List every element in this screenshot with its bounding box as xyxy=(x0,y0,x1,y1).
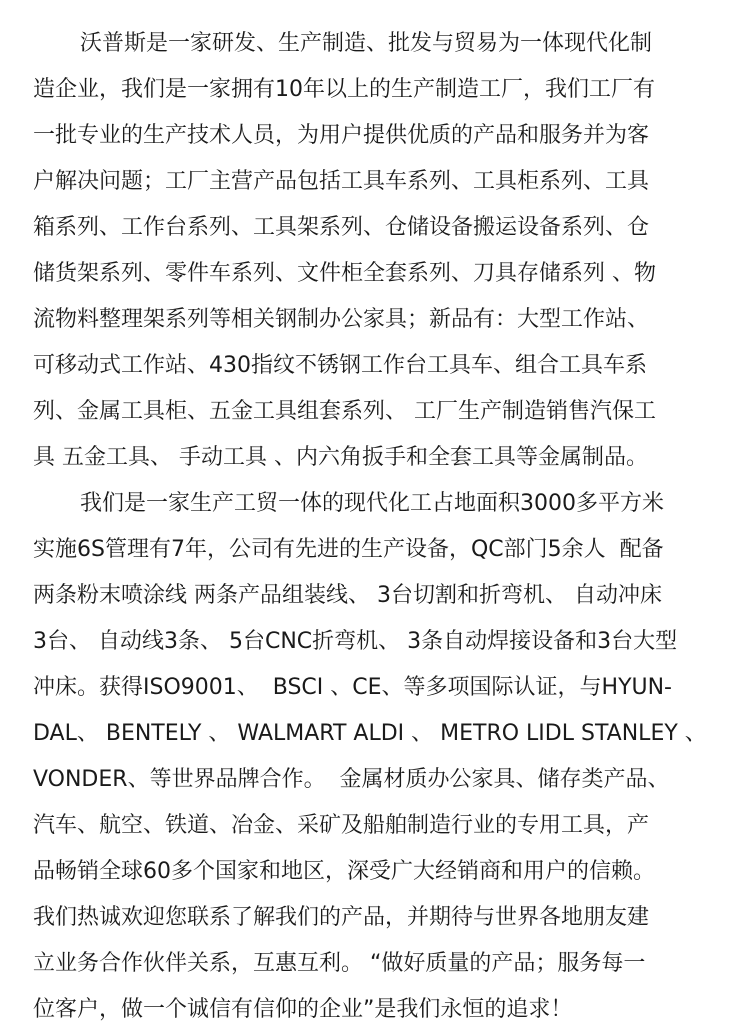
paragraph-2-line-5: 冲床。获得ISO9001、 BSCI 、CE、等多项国际认证，与HYUN- xyxy=(33,675,673,700)
paragraph-1-line-8: 可移动式工作站、430指纹不锈钢工作台工具车、组合工具车系 xyxy=(33,353,647,378)
paragraph-2-line-8: 汽车、航空、铁道、冶金、采矿及船舶制造行业的专用工具，产 xyxy=(33,813,650,838)
paragraph-1-line-6: 储货架系列、零件车系列、文件柜全套系列、刀具存储系列 、物 xyxy=(33,261,656,286)
paragraph-1-line-2: 造企业，我们是一家拥有10年以上的生产制造工厂，我们工厂有 xyxy=(33,77,655,102)
paragraph-1-line-10: 具 五金工具、 手动工具 、内六角扳手和全套工具等金属制品。 xyxy=(33,445,648,470)
paragraph-2-line-1: 我们是一家生产工贸一体的现代化工占地面积3000多平方米 xyxy=(80,491,664,516)
paragraph-2-line-4: 3台、 自动线3条、 5台CNC折弯机、 3条自动焊接设备和3台大型 xyxy=(33,629,678,654)
paragraph-1-line-1: 沃普斯是一家研发、生产制造、批发与贸易为一体现代化制 xyxy=(80,31,653,56)
paragraph-1-line-3: 一批专业的生产技术人员，为用户提供优质的产品和服务并为客 xyxy=(33,123,650,148)
paragraph-2-line-9: 品畅销全球60多个国家和地区，深受广大经销商和用户的信赖。 xyxy=(33,859,655,884)
paragraph-2-line-2: 实施6S管理有7年，公司有先进的生产设备，QC部门5余人 配备 xyxy=(33,537,664,562)
paragraph-1-line-7: 流物料整理架系列等相关钢制办公家具；新品有：大型工作站、 xyxy=(33,307,650,332)
paragraph-2-line-3: 两条粉末喷涂线 两条产品组装线、 3台切割和折弯机、 自动冲床 xyxy=(33,583,662,608)
paragraph-1-line-5: 箱系列、工作台系列、工具架系列、仓储设备搬运设备系列、仓 xyxy=(33,215,650,240)
paragraph-2-line-12: 位客户，做一个诚信有信仰的企业”是我们永恒的追求！ xyxy=(33,997,573,1022)
paragraph-2-line-11: 立业务合作伙伴关系，互惠互利。 “做好质量的产品；服务每一 xyxy=(33,951,646,976)
paragraph-1-line-4: 户解决问题；工厂主营产品包括工具车系列、工具柜系列、工具 xyxy=(33,169,650,194)
paragraph-2-line-6: DAL、 BENTELY 、 WALMART ALDI 、 METRO LIDL STANLEY 、 xyxy=(33,721,707,746)
paragraph-2-line-7: VONDER、等世界品牌合作。 金属材质办公家具、储存类产品、 xyxy=(33,767,670,792)
paragraph-2-line-10: 我们热诚欢迎您联系了解我们的产品，并期待与世界各地朋友建 xyxy=(33,905,650,930)
paragraph-1-line-9: 列、金属工具柜、五金工具组套系列、 工厂生产制造销售汽保工 xyxy=(33,399,656,424)
